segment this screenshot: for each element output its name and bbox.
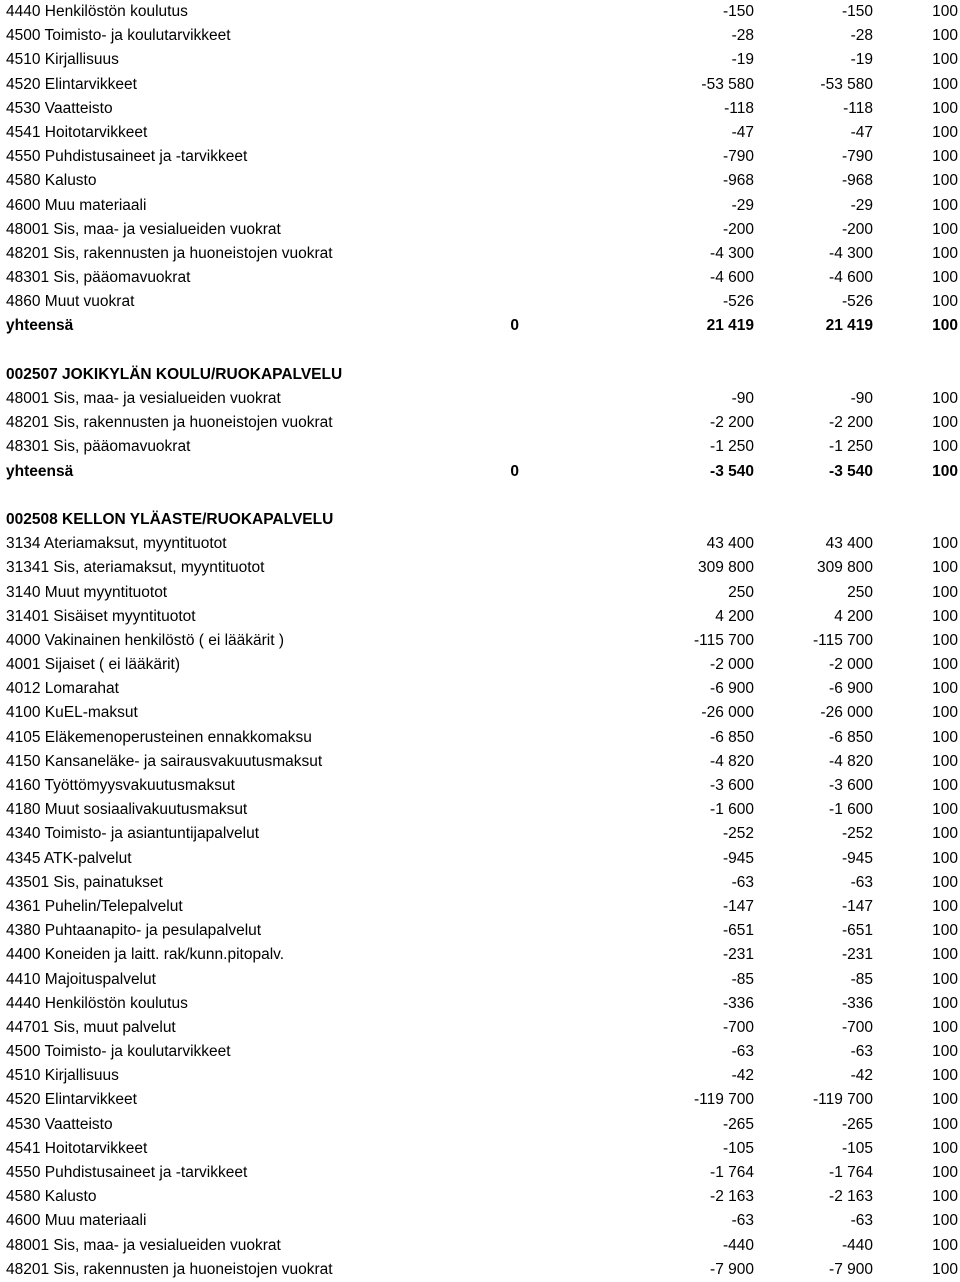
- row-label: 48001 Sis, maa- ja vesialueiden vuokrat: [6, 390, 281, 407]
- row-label: yhteensä: [6, 462, 74, 480]
- row-label: 48201 Sis, rakennusten ja huoneistojen vuokrat: [6, 244, 333, 262]
- value-col-2: -4 820: [710, 752, 754, 770]
- value-col-2: -3 540: [710, 462, 754, 480]
- value-col-4: 100: [932, 559, 958, 577]
- value-col-4: 100: [932, 1188, 958, 1206]
- table-row: [0, 1040, 960, 1064]
- value-col-2: -265: [722, 1115, 754, 1133]
- value-col-3: -265: [841, 1115, 873, 1133]
- value-col-4: 100: [932, 752, 958, 770]
- value-col-4: 100: [932, 1260, 958, 1278]
- row-label: 3140 Muut myyntituotot: [6, 583, 168, 601]
- value-col-4: 100: [932, 244, 958, 262]
- row-label: 4550 Puhdistusaineet ja -tarvikkeet: [6, 148, 248, 166]
- value-col-3: -63: [850, 1043, 873, 1061]
- value-col-2: -1 250: [710, 438, 754, 456]
- row-label: 48201 Sis, rakennusten ja huoneistojen vuokrat: [6, 1260, 333, 1278]
- row-label: 48301 Sis, pääomavuokrat: [6, 438, 191, 456]
- row-label: 4530 Vaatteisto: [6, 1115, 113, 1133]
- value-col-2: -6 900: [710, 680, 754, 698]
- value-col-3: -2 200: [829, 414, 873, 432]
- value-col-3: -4 820: [829, 752, 873, 770]
- value-col-4: 100: [932, 1212, 958, 1230]
- table-row: [0, 701, 960, 725]
- table-row: [0, 1234, 960, 1258]
- table-row: [0, 121, 960, 145]
- row-label: 4520 Elintarvikkeet: [6, 75, 137, 93]
- row-label: 4520 Elintarvikkeet: [6, 1091, 137, 1109]
- row-label: 4500 Toimisto- ja koulutarvikkeet: [6, 1043, 231, 1061]
- value-col-4: 100: [932, 196, 958, 214]
- value-col-4: 100: [932, 583, 958, 601]
- value-col-3: 4 200: [834, 607, 873, 625]
- table-row: [0, 242, 960, 266]
- row-label: 4345 ATK-palvelut: [6, 849, 132, 867]
- value-col-2: -150: [722, 3, 754, 20]
- table-row: [0, 48, 960, 72]
- value-col-4: 100: [932, 317, 958, 335]
- value-col-2: -3 600: [710, 777, 754, 794]
- value-col-2: -200: [722, 220, 754, 238]
- value-col-3: -85: [850, 970, 873, 988]
- value-col-3: -150: [841, 3, 873, 20]
- section-title: 002507 JOKIKYLÄN KOULU/RUOKAPALVELU: [6, 365, 343, 383]
- value-col-2: -2 163: [710, 1188, 754, 1206]
- value-col-4: 100: [932, 849, 958, 867]
- value-col-3: -4 300: [829, 244, 873, 262]
- value-col-4: 100: [932, 728, 958, 746]
- value-col-4: 100: [932, 897, 958, 915]
- row-label: 44701 Sis, muut palvelut: [6, 1018, 176, 1036]
- value-col-3: -28: [850, 27, 873, 45]
- value-col-4: 100: [932, 269, 958, 287]
- value-col-2: -29: [731, 196, 754, 214]
- row-label: 4100 KuEL-maksut: [6, 704, 138, 722]
- value-col-4: 100: [932, 680, 958, 698]
- table-row: [0, 218, 960, 242]
- table-row: [0, 290, 960, 314]
- row-label: 4380 Puhtaanapito- ja pesulapalvelut: [6, 922, 262, 940]
- value-col-4: 100: [932, 390, 958, 407]
- table-row: [0, 169, 960, 193]
- value-col-3: -3 540: [829, 462, 873, 480]
- value-col-3: -115 700: [812, 631, 873, 649]
- total-row: [0, 314, 960, 338]
- spacer: [0, 339, 960, 363]
- row-label: 31401 Sisäiset myyntituotot: [6, 607, 196, 625]
- row-label: 3134 Ateriamaksut, myyntituotot: [6, 535, 227, 553]
- table-row: [0, 847, 960, 871]
- value-col-4: 100: [932, 1236, 958, 1254]
- value-col-2: -440: [722, 1236, 754, 1254]
- table-row: [0, 1088, 960, 1112]
- row-label: 4510 Kirjallisuus: [6, 1067, 119, 1085]
- value-col-2: -115 700: [693, 631, 754, 649]
- row-label: 4180 Muut sosiaalivakuutusmaksut: [6, 801, 248, 819]
- value-col-4: 100: [932, 462, 958, 480]
- table-row: [0, 871, 960, 895]
- table-row: [0, 73, 960, 97]
- row-label: 4440 Henkilöstön koulutus: [6, 3, 188, 20]
- row-label: 4160 Työttömyysvakuutusmaksut: [6, 777, 235, 794]
- row-label: 31341 Sis, ateriamaksut, myyntituotot: [6, 559, 265, 577]
- row-label: 4150 Kansaneläke- ja sairausvakuutusmaksut: [6, 752, 323, 770]
- value-col-3: -105: [841, 1139, 873, 1157]
- value-col-2: -4 300: [710, 244, 754, 262]
- value-col-2: 21 419: [706, 317, 754, 335]
- row-label: 48001 Sis, maa- ja vesialueiden vuokrat: [6, 220, 281, 238]
- value-col-2: -63: [731, 1043, 754, 1061]
- row-label: 48201 Sis, rakennusten ja huoneistojen vuokrat: [6, 414, 333, 432]
- value-col-1: 0: [510, 462, 519, 480]
- table-row: [0, 895, 960, 919]
- value-col-3: -336: [841, 994, 873, 1012]
- value-col-2: -2 000: [710, 656, 754, 674]
- value-col-2: -7 900: [710, 1260, 754, 1278]
- value-col-3: -945: [841, 849, 873, 867]
- value-col-3: -1 764: [829, 1164, 873, 1181]
- value-col-2: -968: [722, 172, 754, 190]
- table-row: [0, 750, 960, 774]
- row-label: 4860 Muut vuokrat: [6, 293, 135, 311]
- value-col-3: 21 419: [825, 317, 873, 335]
- row-label: 4530 Vaatteisto: [6, 99, 113, 117]
- value-col-4: 100: [932, 75, 958, 93]
- value-col-2: -1 764: [710, 1164, 754, 1181]
- table-row: [0, 919, 960, 943]
- value-col-2: -118: [724, 99, 754, 117]
- table-row: [0, 24, 960, 48]
- value-col-2: -651: [722, 922, 754, 940]
- value-col-2: 309 800: [697, 559, 754, 577]
- row-label: 4580 Kalusto: [6, 172, 97, 190]
- row-label: 4340 Toimisto- ja asiantuntijapalvelut: [6, 825, 260, 843]
- value-col-4: 100: [932, 414, 958, 432]
- value-col-4: 100: [932, 631, 958, 649]
- table-row: [0, 266, 960, 290]
- value-col-2: -526: [722, 293, 754, 311]
- table-row: [0, 992, 960, 1016]
- row-label: yhteensä: [6, 317, 74, 335]
- value-col-3: -3 600: [829, 777, 873, 794]
- row-label: 43501 Sis, painatukset: [6, 873, 163, 891]
- value-col-4: 100: [932, 3, 958, 20]
- value-col-2: -28: [731, 27, 754, 45]
- total-row: [0, 460, 960, 484]
- value-col-3: 43 400: [825, 535, 873, 553]
- value-col-4: 100: [932, 970, 958, 988]
- section-heading: [0, 363, 960, 387]
- value-col-3: -200: [841, 220, 873, 238]
- table-row: [0, 387, 960, 411]
- value-col-2: -700: [722, 1018, 754, 1036]
- table-row: [0, 968, 960, 992]
- value-col-2: -119 700: [693, 1091, 754, 1109]
- value-col-3: -651: [841, 922, 873, 940]
- value-col-2: -53 580: [701, 75, 754, 93]
- value-col-4: 100: [932, 946, 958, 964]
- value-col-4: 100: [932, 873, 958, 891]
- row-label: 4500 Toimisto- ja koulutarvikkeet: [6, 27, 231, 45]
- value-col-4: 100: [932, 1139, 958, 1157]
- row-label: 4400 Koneiden ja laitt. rak/kunn.pitopalv.: [6, 946, 285, 964]
- table-row: [0, 677, 960, 701]
- value-col-4: 100: [932, 148, 958, 166]
- value-col-4: 100: [932, 1067, 958, 1085]
- row-label: 48301 Sis, pääomavuokrat: [6, 269, 191, 287]
- value-col-2: -42: [731, 1067, 754, 1085]
- row-label: 4361 Puhelin/Telepalvelut: [6, 897, 183, 915]
- value-col-2: -47: [731, 123, 754, 141]
- value-col-3: -2 163: [829, 1188, 873, 1206]
- value-col-4: 100: [932, 825, 958, 843]
- section-heading: [0, 508, 960, 532]
- value-col-4: 100: [932, 994, 958, 1012]
- table-row: [0, 1113, 960, 1137]
- value-col-2: -147: [722, 897, 754, 915]
- value-col-3: -6 900: [829, 680, 873, 698]
- row-label: 4541 Hoitotarvikkeet: [6, 123, 148, 141]
- table-row: [0, 411, 960, 435]
- value-col-3: -526: [841, 293, 873, 311]
- value-col-3: -2 000: [829, 656, 873, 674]
- value-col-2: -790: [722, 148, 754, 166]
- table-row: [0, 556, 960, 580]
- value-col-3: -118: [843, 99, 873, 117]
- value-col-2: -26 000: [701, 704, 754, 722]
- value-col-4: 100: [932, 220, 958, 238]
- table-row: [0, 774, 960, 798]
- value-col-4: 100: [932, 1018, 958, 1036]
- value-col-3: -147: [841, 897, 873, 915]
- value-col-3: -53 580: [820, 75, 873, 93]
- table-row: [0, 605, 960, 629]
- value-col-4: 100: [932, 99, 958, 117]
- value-col-3: 309 800: [816, 559, 873, 577]
- row-label: 4001 Sijaiset ( ei lääkärit): [6, 656, 181, 674]
- value-col-4: 100: [932, 438, 958, 456]
- table-row: [0, 0, 960, 24]
- value-col-3: -26 000: [820, 704, 873, 722]
- row-label: 4440 Henkilöstön koulutus: [6, 994, 188, 1012]
- value-col-3: -47: [850, 123, 873, 141]
- value-col-2: -85: [731, 970, 754, 988]
- table-row: [0, 798, 960, 822]
- table-row: [0, 1161, 960, 1185]
- row-label: 4580 Kalusto: [6, 1188, 97, 1206]
- value-col-2: -252: [722, 825, 754, 843]
- table-row: [0, 194, 960, 218]
- value-col-4: 100: [932, 922, 958, 940]
- value-col-4: 100: [932, 123, 958, 141]
- value-col-2: -6 850: [710, 728, 754, 746]
- value-col-3: -29: [850, 196, 873, 214]
- table-row: [0, 532, 960, 556]
- table-row: [0, 943, 960, 967]
- value-col-2: -19: [731, 51, 754, 69]
- table-row: [0, 726, 960, 750]
- value-col-3: -19: [850, 51, 873, 69]
- table-row: [0, 1137, 960, 1161]
- spacer: [0, 484, 960, 508]
- table-row: [0, 1209, 960, 1233]
- value-col-3: -1 250: [829, 438, 873, 456]
- table-row: [0, 435, 960, 459]
- value-col-4: 100: [932, 27, 958, 45]
- value-col-4: 100: [932, 1164, 958, 1181]
- row-label: 4541 Hoitotarvikkeet: [6, 1139, 148, 1157]
- value-col-3: -6 850: [829, 728, 873, 746]
- value-col-2: -1 600: [710, 801, 754, 819]
- row-label: 4510 Kirjallisuus: [6, 51, 119, 69]
- value-col-3: -700: [841, 1018, 873, 1036]
- value-col-2: -945: [722, 849, 754, 867]
- row-label: 4000 Vakinainen henkilöstö ( ei lääkärit ): [6, 631, 285, 649]
- value-col-3: -790: [841, 148, 873, 166]
- value-col-3: -440: [841, 1236, 873, 1254]
- value-col-3: -7 900: [829, 1260, 873, 1278]
- value-col-1: 0: [510, 317, 519, 335]
- value-col-3: -1 600: [829, 801, 873, 819]
- value-col-4: 100: [932, 1091, 958, 1109]
- value-col-3: -968: [841, 172, 873, 190]
- row-label: 4105 Eläkemenoperusteinen ennakkomaksu: [6, 728, 312, 746]
- table-row: [0, 1016, 960, 1040]
- table-row: [0, 822, 960, 846]
- row-label: 4410 Majoituspalvelut: [6, 970, 156, 988]
- table-row: [0, 1064, 960, 1088]
- value-col-2: 43 400: [706, 535, 754, 553]
- value-col-3: -252: [841, 825, 873, 843]
- value-col-4: 100: [932, 607, 958, 625]
- value-col-3: -42: [850, 1067, 873, 1085]
- value-col-3: -90: [850, 390, 873, 407]
- section-title: 002508 KELLON YLÄASTE/RUOKAPALVELU: [6, 510, 334, 528]
- value-col-2: 250: [728, 583, 754, 601]
- table-row: [0, 581, 960, 605]
- table-row: [0, 653, 960, 677]
- value-col-3: -4 600: [829, 269, 873, 287]
- value-col-3: -119 700: [812, 1091, 873, 1109]
- value-col-4: 100: [932, 704, 958, 722]
- value-col-4: 100: [932, 656, 958, 674]
- value-col-2: -231: [722, 946, 754, 964]
- value-col-4: 100: [932, 777, 958, 794]
- table-row: [0, 145, 960, 169]
- value-col-3: -63: [850, 1212, 873, 1230]
- value-col-2: -63: [731, 873, 754, 891]
- value-col-3: 250: [847, 583, 873, 601]
- value-col-3: -231: [841, 946, 873, 964]
- row-label: 4600 Muu materiaali: [6, 1212, 147, 1230]
- row-label: 4012 Lomarahat: [6, 680, 119, 698]
- value-col-2: -2 200: [710, 414, 754, 432]
- value-col-4: 100: [932, 172, 958, 190]
- value-col-4: 100: [932, 293, 958, 311]
- value-col-2: -63: [731, 1212, 754, 1230]
- value-col-4: 100: [932, 1115, 958, 1133]
- value-col-4: 100: [932, 801, 958, 819]
- row-label: 48001 Sis, maa- ja vesialueiden vuokrat: [6, 1236, 281, 1254]
- value-col-2: -336: [722, 994, 754, 1012]
- row-label: 4550 Puhdistusaineet ja -tarvikkeet: [6, 1164, 248, 1181]
- value-col-2: -105: [722, 1139, 754, 1157]
- value-col-3: -63: [850, 873, 873, 891]
- value-col-2: -4 600: [710, 269, 754, 287]
- value-col-2: 4 200: [715, 607, 754, 625]
- table-row: [0, 97, 960, 121]
- row-label: 4600 Muu materiaali: [6, 196, 147, 214]
- table-row: [0, 1258, 960, 1282]
- value-col-4: 100: [932, 51, 958, 69]
- table-row: [0, 629, 960, 653]
- table-row: [0, 1185, 960, 1209]
- value-col-2: -90: [731, 390, 754, 407]
- value-col-4: 100: [932, 535, 958, 553]
- value-col-4: 100: [932, 1043, 958, 1061]
